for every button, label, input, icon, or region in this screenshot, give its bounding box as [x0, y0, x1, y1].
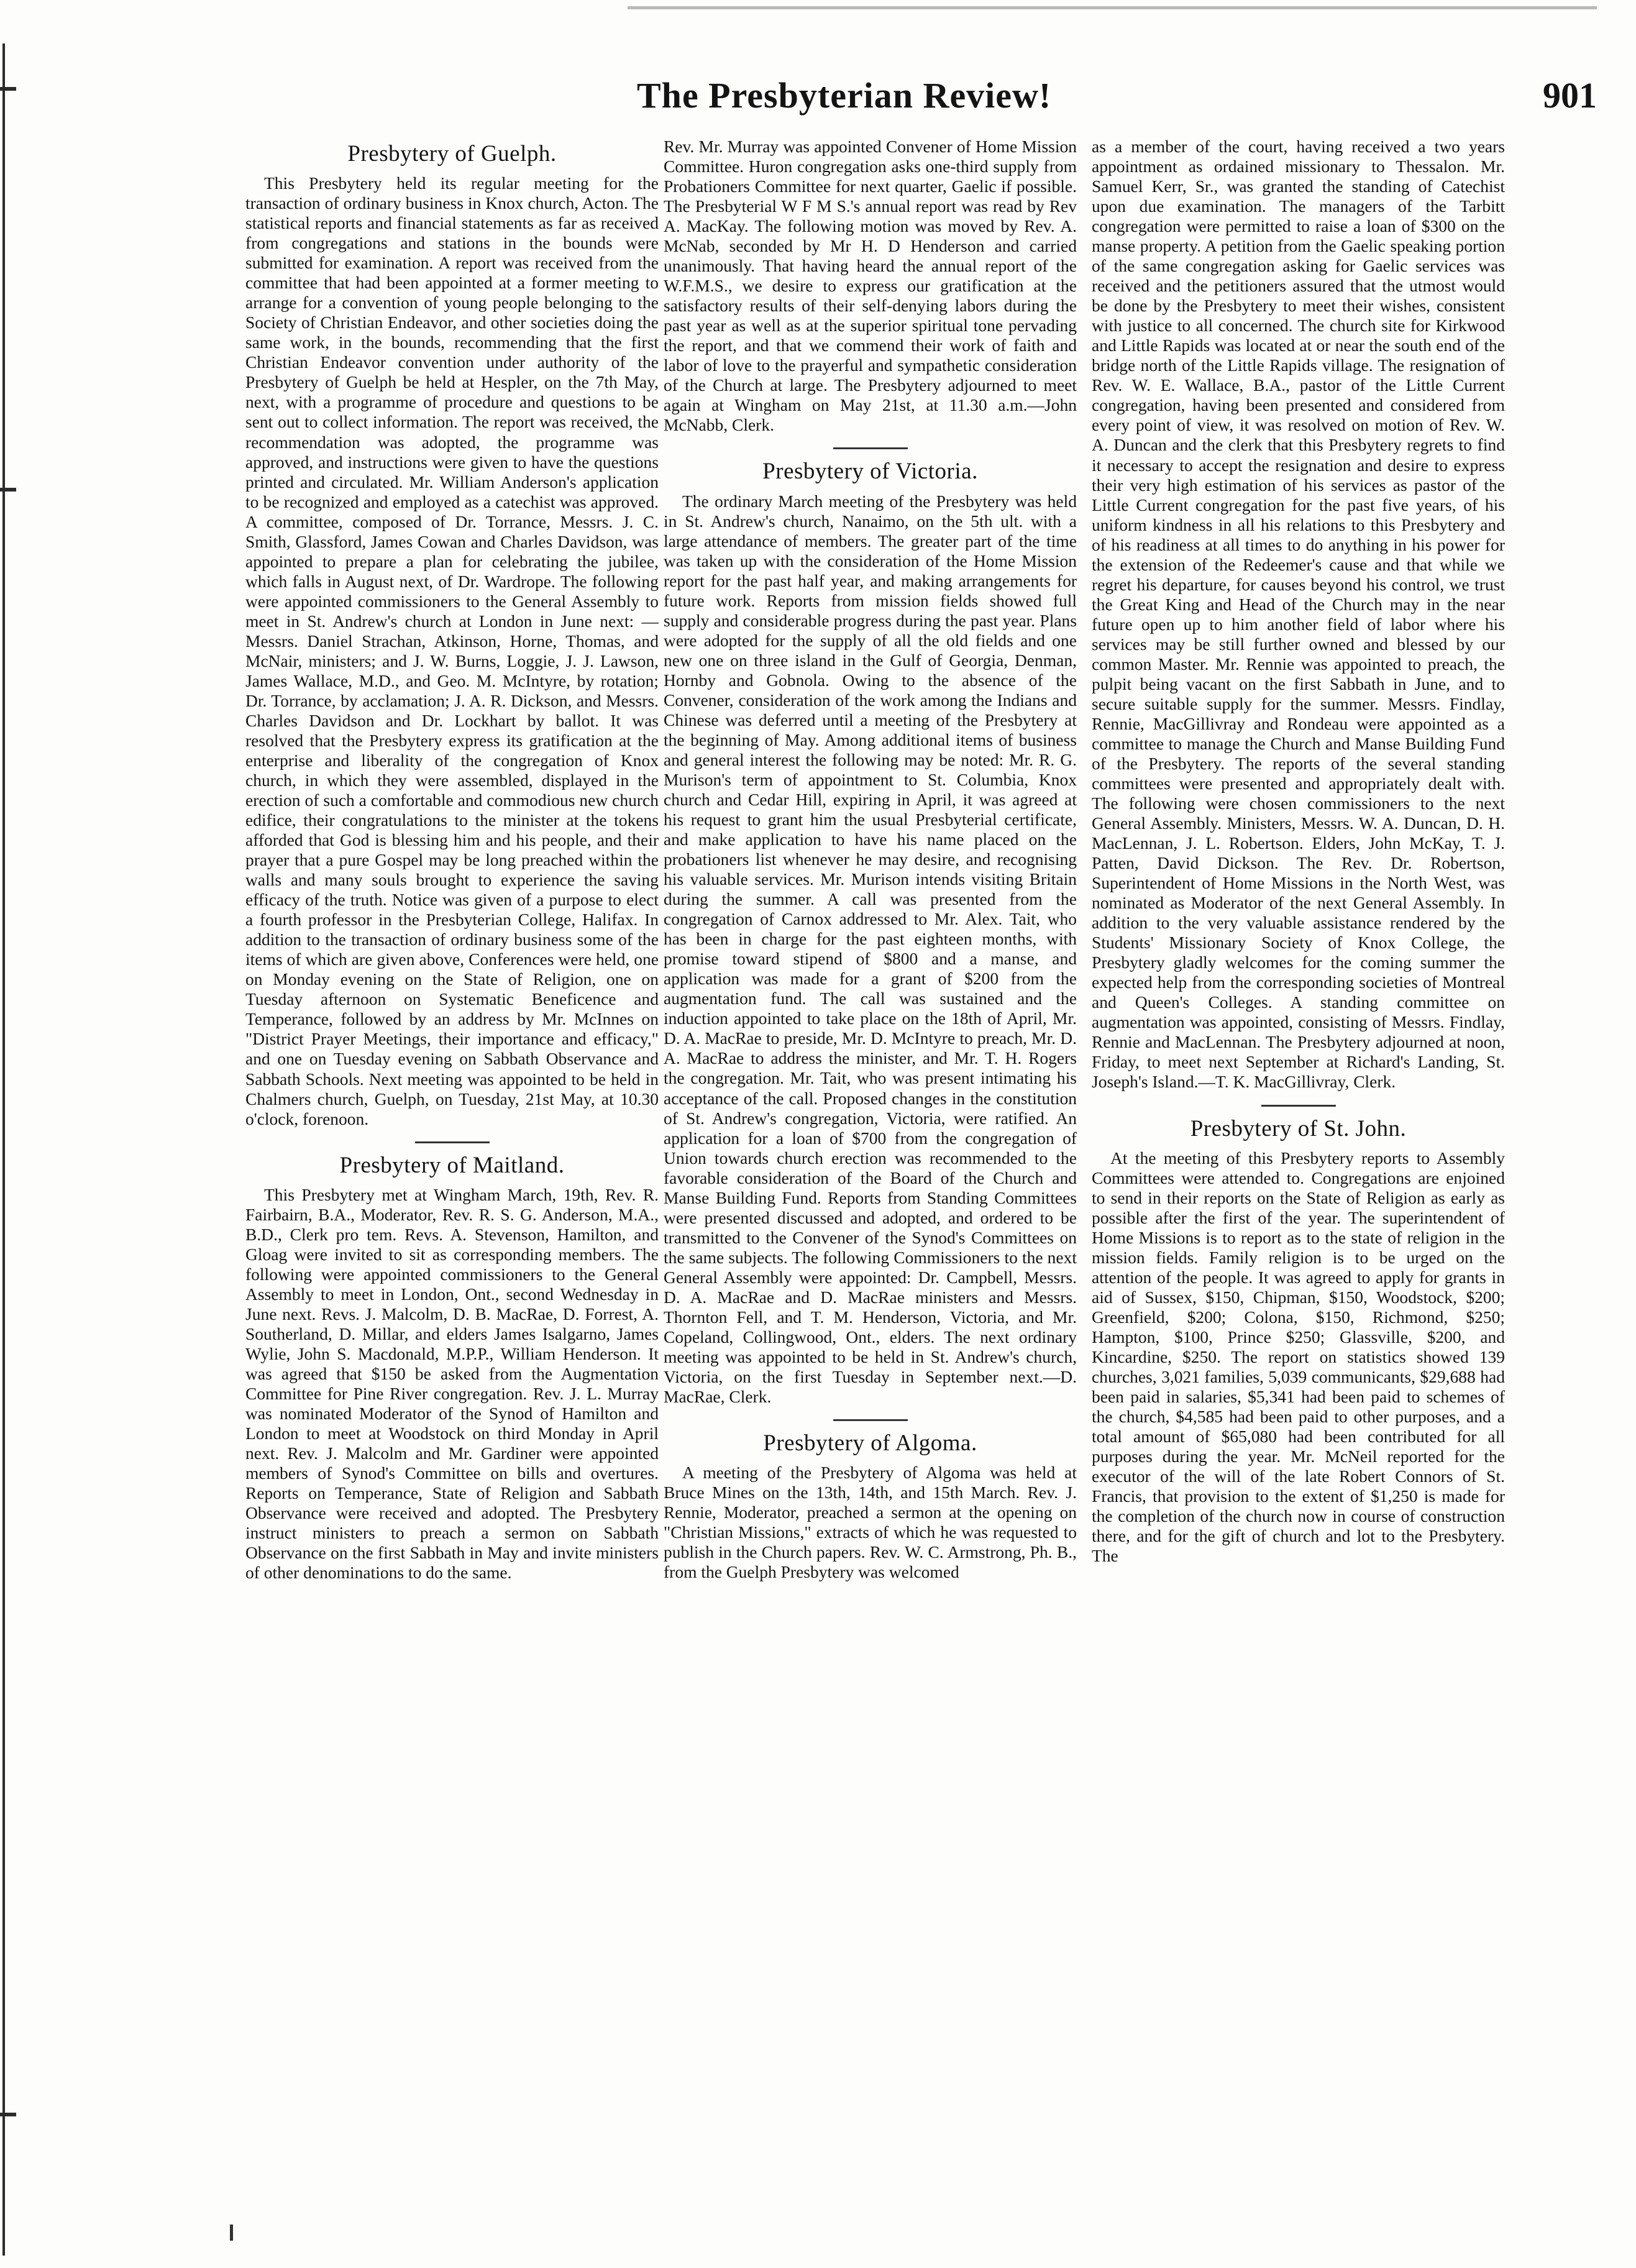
- column-3: [1092, 137, 1505, 2212]
- section-divider: [833, 1419, 908, 1421]
- column-2: [664, 137, 1077, 2212]
- column-1: [245, 137, 659, 2212]
- section-title-guelph: Presbytery of Guelph.: [347, 141, 557, 167]
- top-edge-line: [628, 6, 1597, 9]
- edge-tick: [0, 2113, 16, 2116]
- section-title-st-john: Presbytery of St. John.: [1190, 1115, 1407, 1141]
- edge-tick: [0, 87, 16, 91]
- article-st-john: At the meeting of this Presbytery reports to Assembly Committees were attended to. Congregations are enjoined to send in their reports on the State of Religion as early as possible after the first of the year. The superintendent of Home Missions is to report as to the state of religion in the mission fields. Family religion is to be urged on the attention of the people. It was agreed to apply for grants in aid of Sussex, $150, Chipman, $150, Woodstock, $200; Greenfield, $200; Colona, $150, Richmond, $250; Hampton, $100, Prince $250; Glassville, $200, and Kincardine, $250. The report on statistics showed 139 churches, 3,021 families, 5,039 communicants, $29,688 had been paid in salaries, $5,341 had been paid to schemes of the church, $4,585 had been paid to other purposes, and a total amount of $65,080 had been contributed for all purposes during the year. Mr. McNeil reported for the executor of the will of the late Robert Connors of St. Francis, that provision to the extent of $1,250 is made for the completion of the church now in course of construction there, and for the gift of church and lot to the Presbytery. The: [1092, 1148, 1505, 1566]
- publication-title: The Presbyterian Review!: [637, 75, 1052, 116]
- section-title-algoma: Presbytery of Algoma.: [763, 1430, 977, 1456]
- page-number: 901: [1543, 75, 1597, 116]
- section-divider: [833, 447, 908, 449]
- article-algoma-continued: as a member of the court, having received a two years appointment as ordained missionary to Thessalon. Mr. Samuel Kerr, Sr., was granted the standing of Catechist upon due examination. The managers of the Tarbitt congregation were permitted to raise a loan of $300 on the manse property. A petition from the Gaelic speaking portion of the same congregation asking for Gaelic services was received and the petitioners assured that the utmost would be done by the Presbytery to meet their wishes, consistent with justice to all concerned. The church site for Kirkwood and Little Rapids was located at or near the south end of the bridge north of the Little Rapids village. The resignation of Rev. W. E. Wallace, B.A., pastor of the Little Current congregation, having been presented and considered from every point of view, it was resolved on motion of Rev. W. A. Duncan and the clerk that this Presbytery regrets to find it necessary to accept the resignation and desire to express their very high estimation of his services as pastor of the Little Current congregation for the past five years, of his uniform kindness in all his relations to this Presbytery and of his readiness at all times to do anything in his power for the extension of the Redeemer's cause and that while we regret his departure, for causes beyond his control, we trust the Great King and Head of the Church may in the near future open up to him another field of labor where his services may be still further owned and blessed by our common Master. Mr. Rennie was appointed to preach, the pulpit being vacant on the first Sabbath in June, and to secure suitable supply for the summer. Messrs. Findlay, Rennie, MacGillivray and Rondeau were appointed as a committee to manage the Church and Manse Building Fund of the Presbytery. The reports of the several standing committees were presented and appropriately dealt with. The following were chosen commissioners to the next General Assembly. Ministers, Messrs. W. A. Duncan, D. H. MacLennan, J. L. Robertson. Elders, John McKay, T. J. Patten, David Dickson. The Rev. Dr. Robertson, Superintendent of Home Missions in the North West, was nominated as Moderator of the next General Assembly. In addition to the very valuable assistance rendered by the Students' Missionary Society of Knox College, the Presbytery gladly welcomes for the coming summer the expected help from the corresponding societies of Montreal and Queen's Colleges. A standing committee on augmentation was appointed, consisting of Messrs. Findlay, Rennie and MacLennan. The Presbytery adjourned at noon, Friday, to meet next September at Richard's Landing, St. Joseph's Island.—T. K. MacGillivray, Clerk.: [1092, 137, 1505, 1092]
- edge-tick: [0, 488, 16, 492]
- section-divider: [1261, 1105, 1336, 1107]
- page-header: [230, 75, 1622, 124]
- section-divider: [415, 1141, 490, 1143]
- binding-edge-rule: [2, 43, 5, 2256]
- bottom-margin-mark: [230, 2225, 233, 2241]
- article-victoria: The ordinary March meeting of the Presbytery was held in St. Andrew's church, Nanaimo, on the 5th ult. with a large attendance of members. The greater part of the time was taken up with the consideration of the Home Mission report for the past half year, and making arrangements for future work. Reports from mission fields showed full supply and considerable progress during the past year. Plans were adopted for the supply of all the old fields and one new one on three island in the Gulf of Georgia, Denman, Hornby and Gobnola. Owing to the absence of the Convener, consideration of the work among the Indians and Chinese was deferred until a meeting of the Presbytery at the beginning of May. Among additional items of business and general interest the following may be noted: Mr. R. G. Murison's term of appointment to St. Columbia, Knox church and Cedar Hill, expiring in April, it was agreed at his request to grant him the usual Presbyterial certificate, and make application to have his name placed on the probationers list whenever he may desire, and recognising his valuable services. Mr. Murison intends visiting Britain during the summer. A call was presented from the congregation of Carnox addressed to Mr. Alex. Tait, who has been in charge for the past eighteen months, with promise toward stipend of $800 and a manse, and application was made for a grant of $200 from the augmentation fund. The call was sustained and the induction appointed to take place on the 18th of April, Mr. D. A. MacRae to preside, Mr. D. McIntyre to preach, Mr. D. A. MacRae to address the minister, and Mr. T. H. Rogers the congregation. Mr. Tait, who was present intimating his acceptance of the call. Proposed changes in the constitution of St. Andrew's congregation, Victoria, were ratified. An application for a loan of $700 from the congregation of Union towards church erection was recommended to the favorable consideration of the Board of the Church and Manse Building Fund. Reports from Standing Committees were presented discussed and adopted, and ordered to be transmitted to the Convener of the Synod's Committees on the same subjects. The following Commissioners to the next General Assembly were appointed: Dr. Campbell, Messrs. D. A. MacRae and D. MacRae ministers and Messrs. Thornton Fell, and T. M. Henderson, Victoria, and Mr. Copeland, Collingwood, Ont., elders. The next ordinary meeting was appointed to be held in St. Andrew's church, Victoria, on the first Tuesday in September next.—D. MacRae, Clerk.: [664, 491, 1077, 1406]
- article-maitland-continued: Rev. Mr. Murray was appointed Convener of Home Mission Committee. Huron congregation asks one-third supply from Probationers Committee for next quarter, Gaelic if possible. The Presbyterial W F M S.'s annual report was read by Rev A. MacKay. The following motion was moved by Rev. A. McNab, seconded by Mr H. D Henderson and carried unanimously. That having heard the annual report of the W.F.M.S., we desire to express our gratification at the satisfactory results of their self-denying labors during the past year as well as at the superior spiritual tone pervading the report, and that we commend their work of faith and labor of love to the prayerful and sympathetic consideration of the Church at large. The Presbytery adjourned to meet again at Wingham on May 21st, at 11.30 a.m.—John McNabb, Clerk.: [664, 137, 1077, 435]
- section-title-maitland: Presbytery of Maitland.: [339, 1152, 565, 1178]
- article-guelph: This Presbytery held its regular meeting for the transaction of ordinary business in Knox church, Acton. The statistical reports and financial statements as far as received from congregations and stations in the bounds were submitted for examination. A report was received from the committee that had been appointed at a former meeting to arrange for a convention of young people belonging to the Society of Christian Endeavor, and other societies doing the same work, in the bounds, recommending that the first Christian Endeavor convention under authority of the Presbytery of Guelph be held at Hespler, on the 7th May, next, with a programme of procedure and questions to be sent out to collect information. The report was received, the recommendation was adopted, the programme was approved, and instructions were given to have the questions printed and circulated. Mr. William Anderson's application to be recognized and employed as a catechist was approved. A committee, composed of Dr. Torrance, Messrs. J. C. Smith, Glassford, James Cowan and Charles Davidson, was appointed to prepare a plan for celebrating the jubilee, which falls in August next, of Dr. Wardrope. The following were appointed commissioners to the General Assembly to meet in St. Andrew's church at London in June next: —Messrs. Daniel Strachan, Atkinson, Horne, Thomas, and McNair, ministers; and J. W. Burns, Loggie, J. J. Lawson, James Wallace, M.D., and Geo. M. McIntyre, by rotation; Dr. Torrance, by acclamation; J. A. R. Dickson, and Messrs. Charles Davidson and Dr. Lockhart by ballot. It was resolved that the Presbytery express its gratification at the enterprise and liberality of the congregation of Knox church, in which they were assembled, displayed in the erection of such a comfortable and commodious new church edifice, their congratulations to the minister at the tokens afforded that God is blessing him and his people, and their prayer that a pure Gospel may be long preached within the walls and many souls brought to experience the saving efficacy of the truth. Notice was given of a purpose to elect a fourth professor in the Presbyterian College, Halifax. In addition to the transaction of ordinary business some of the items of which are given above, Conferences were held, one on Monday evening on the State of Religion, one on Tuesday afternoon on Systematic Beneficence and Temperance, followed by an address by Mr. McInnes on "District Prayer Meetings, their importance and efficacy," and one on Tuesday evening on Sabbath Observance and Sabbath Schools. Next meeting was appointed to be held in Chalmers church, Guelph, on Tuesday, 21st May, at 10.30 o'clock, forenoon.: [245, 173, 659, 1128]
- section-title-victoria: Presbytery of Victoria.: [762, 459, 978, 485]
- article-maitland: This Presbytery met at Wingham March, 19th, Rev. R. Fairbairn, B.A., Moderator, Rev. R. S. G. Anderson, M.A., B.D., Clerk pro tem. Revs. A. Stevenson, Hamilton, and Gloag were invited to sit as corresponding members. The following were appointed commissioners to the General Assembly to meet in London, Ont., second Wednesday in June next. Revs. J. Malcolm, D. B. MacRae, D. Forrest, A. Southerland, D. Millar, and elders James Isalgarno, James Wylie, John S. Macdonald, M.P.P., William Henderson. It was agreed that $150 be asked from the Augmentation Committee for Pine River congregation. Rev. J. L. Murray was nominated Moderator of the Synod of Hamilton and London to meet at Woodstock on third Monday in April next. Rev. J. Malcolm and Mr. Gardiner were appointed members of Synod's Committee on bills and overtures. Reports on Temperance, State of Religion and Sabbath Observance were received and adopted. The Presbytery instruct ministers to preach a sermon on Sabbath Observance on the first Sabbath in May and invite ministers of other denominations to do the same.: [245, 1184, 659, 1583]
- article-algoma: A meeting of the Presbytery of Algoma was held at Bruce Mines on the 13th, 14th, and 15th March. Rev. J. Rennie, Moderator, preached a sermon at the opening on "Christian Missions," extracts of which he was requested to publish in the Church papers. Rev. W. C. Armstrong, Ph. B., from the Guelph Presbytery was welcomed: [664, 1463, 1077, 1582]
